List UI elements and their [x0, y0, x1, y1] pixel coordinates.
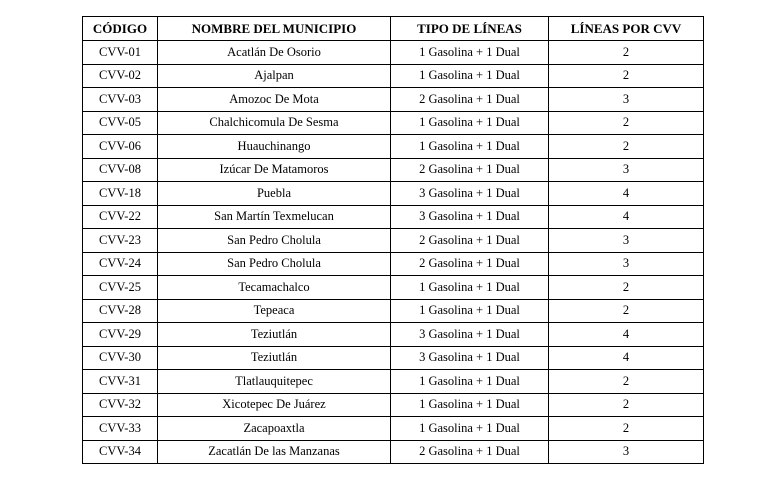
cell-tipo-lineas: 3 Gasolina + 1 Dual	[391, 323, 549, 347]
cell-codigo: CVV-25	[83, 276, 158, 300]
cell-lineas-por-cvv: 2	[549, 393, 704, 417]
cell-municipio: Huauchinango	[158, 135, 391, 159]
cell-municipio: San Martín Texmelucan	[158, 205, 391, 229]
cell-municipio: Teziutlán	[158, 346, 391, 370]
cell-codigo: CVV-32	[83, 393, 158, 417]
cell-municipio: Tecamachalco	[158, 276, 391, 300]
cell-codigo: CVV-02	[83, 64, 158, 88]
cell-codigo: CVV-33	[83, 417, 158, 441]
table-row	[83, 323, 704, 347]
cell-codigo: CVV-03	[83, 88, 158, 112]
cell-tipo-lineas: 1 Gasolina + 1 Dual	[391, 417, 549, 441]
cell-lineas-por-cvv: 3	[549, 252, 704, 276]
cell-codigo: CVV-08	[83, 158, 158, 182]
table-row	[83, 299, 704, 323]
cell-municipio: Ajalpan	[158, 64, 391, 88]
cell-tipo-lineas: 1 Gasolina + 1 Dual	[391, 299, 549, 323]
cell-lineas-por-cvv: 4	[549, 205, 704, 229]
cell-municipio: Amozoc De Mota	[158, 88, 391, 112]
table-row	[83, 417, 704, 441]
table-row	[83, 346, 704, 370]
cell-tipo-lineas: 1 Gasolina + 1 Dual	[391, 135, 549, 159]
cell-municipio: Tepeaca	[158, 299, 391, 323]
cell-tipo-lineas: 3 Gasolina + 1 Dual	[391, 346, 549, 370]
cell-tipo-lineas: 1 Gasolina + 1 Dual	[391, 276, 549, 300]
table-row	[83, 252, 704, 276]
table-row	[83, 182, 704, 206]
cell-municipio: Puebla	[158, 182, 391, 206]
cell-codigo: CVV-06	[83, 135, 158, 159]
table-row	[83, 88, 704, 112]
cell-municipio: Zacatlán De las Manzanas	[158, 440, 391, 464]
cell-municipio: Acatlán De Osorio	[158, 41, 391, 65]
cell-lineas-por-cvv: 2	[549, 41, 704, 65]
cell-municipio: Zacapoaxtla	[158, 417, 391, 441]
table-row	[83, 393, 704, 417]
cell-lineas-por-cvv: 3	[549, 88, 704, 112]
cell-municipio: San Pedro Cholula	[158, 252, 391, 276]
cell-codigo: CVV-30	[83, 346, 158, 370]
table-body	[83, 41, 704, 464]
cell-municipio: Chalchicomula De Sesma	[158, 111, 391, 135]
cell-lineas-por-cvv: 3	[549, 229, 704, 253]
header-lineas-por-cvv: LÍNEAS POR CVV	[549, 17, 704, 41]
cell-tipo-lineas: 2 Gasolina + 1 Dual	[391, 252, 549, 276]
municipality-lines-table	[82, 16, 704, 464]
cell-codigo: CVV-01	[83, 41, 158, 65]
table-row	[83, 370, 704, 394]
cell-tipo-lineas: 3 Gasolina + 1 Dual	[391, 205, 549, 229]
header-codigo: CÓDIGO	[83, 17, 158, 41]
cell-codigo: CVV-31	[83, 370, 158, 394]
cell-lineas-por-cvv: 2	[549, 111, 704, 135]
cell-municipio: Tlatlauquitepec	[158, 370, 391, 394]
table-row	[83, 276, 704, 300]
cell-codigo: CVV-23	[83, 229, 158, 253]
cell-codigo: CVV-05	[83, 111, 158, 135]
cell-tipo-lineas: 2 Gasolina + 1 Dual	[391, 158, 549, 182]
cell-lineas-por-cvv: 3	[549, 158, 704, 182]
cell-tipo-lineas: 3 Gasolina + 1 Dual	[391, 182, 549, 206]
table-row	[83, 440, 704, 464]
header-tipo-lineas: TIPO DE LÍNEAS	[391, 17, 549, 41]
table-row	[83, 158, 704, 182]
cell-codigo: CVV-34	[83, 440, 158, 464]
cell-tipo-lineas: 2 Gasolina + 1 Dual	[391, 440, 549, 464]
table-row	[83, 64, 704, 88]
cell-codigo: CVV-18	[83, 182, 158, 206]
cell-codigo: CVV-28	[83, 299, 158, 323]
cell-tipo-lineas: 1 Gasolina + 1 Dual	[391, 393, 549, 417]
cell-lineas-por-cvv: 2	[549, 370, 704, 394]
cell-lineas-por-cvv: 3	[549, 440, 704, 464]
table-row	[83, 41, 704, 65]
cell-tipo-lineas: 1 Gasolina + 1 Dual	[391, 111, 549, 135]
cell-lineas-por-cvv: 2	[549, 417, 704, 441]
cell-tipo-lineas: 1 Gasolina + 1 Dual	[391, 370, 549, 394]
cell-lineas-por-cvv: 4	[549, 346, 704, 370]
cell-tipo-lineas: 2 Gasolina + 1 Dual	[391, 229, 549, 253]
header-nombre-municipio: NOMBRE DEL MUNICIPIO	[158, 17, 391, 41]
cell-tipo-lineas: 2 Gasolina + 1 Dual	[391, 88, 549, 112]
table-row	[83, 229, 704, 253]
table-row	[83, 135, 704, 159]
cell-municipio: Xicotepec De Juárez	[158, 393, 391, 417]
cell-municipio: Teziutlán	[158, 323, 391, 347]
cell-tipo-lineas: 1 Gasolina + 1 Dual	[391, 41, 549, 65]
cell-lineas-por-cvv: 4	[549, 182, 704, 206]
cell-codigo: CVV-22	[83, 205, 158, 229]
table-row	[83, 205, 704, 229]
cell-lineas-por-cvv: 2	[549, 299, 704, 323]
cell-lineas-por-cvv: 4	[549, 323, 704, 347]
header-row	[83, 17, 704, 41]
cell-lineas-por-cvv: 2	[549, 276, 704, 300]
cell-codigo: CVV-24	[83, 252, 158, 276]
table-header	[83, 17, 704, 41]
cell-lineas-por-cvv: 2	[549, 135, 704, 159]
cell-municipio: San Pedro Cholula	[158, 229, 391, 253]
cell-tipo-lineas: 1 Gasolina + 1 Dual	[391, 64, 549, 88]
cell-municipio: Izúcar De Matamoros	[158, 158, 391, 182]
cell-lineas-por-cvv: 2	[549, 64, 704, 88]
cell-codigo: CVV-29	[83, 323, 158, 347]
table-row	[83, 111, 704, 135]
